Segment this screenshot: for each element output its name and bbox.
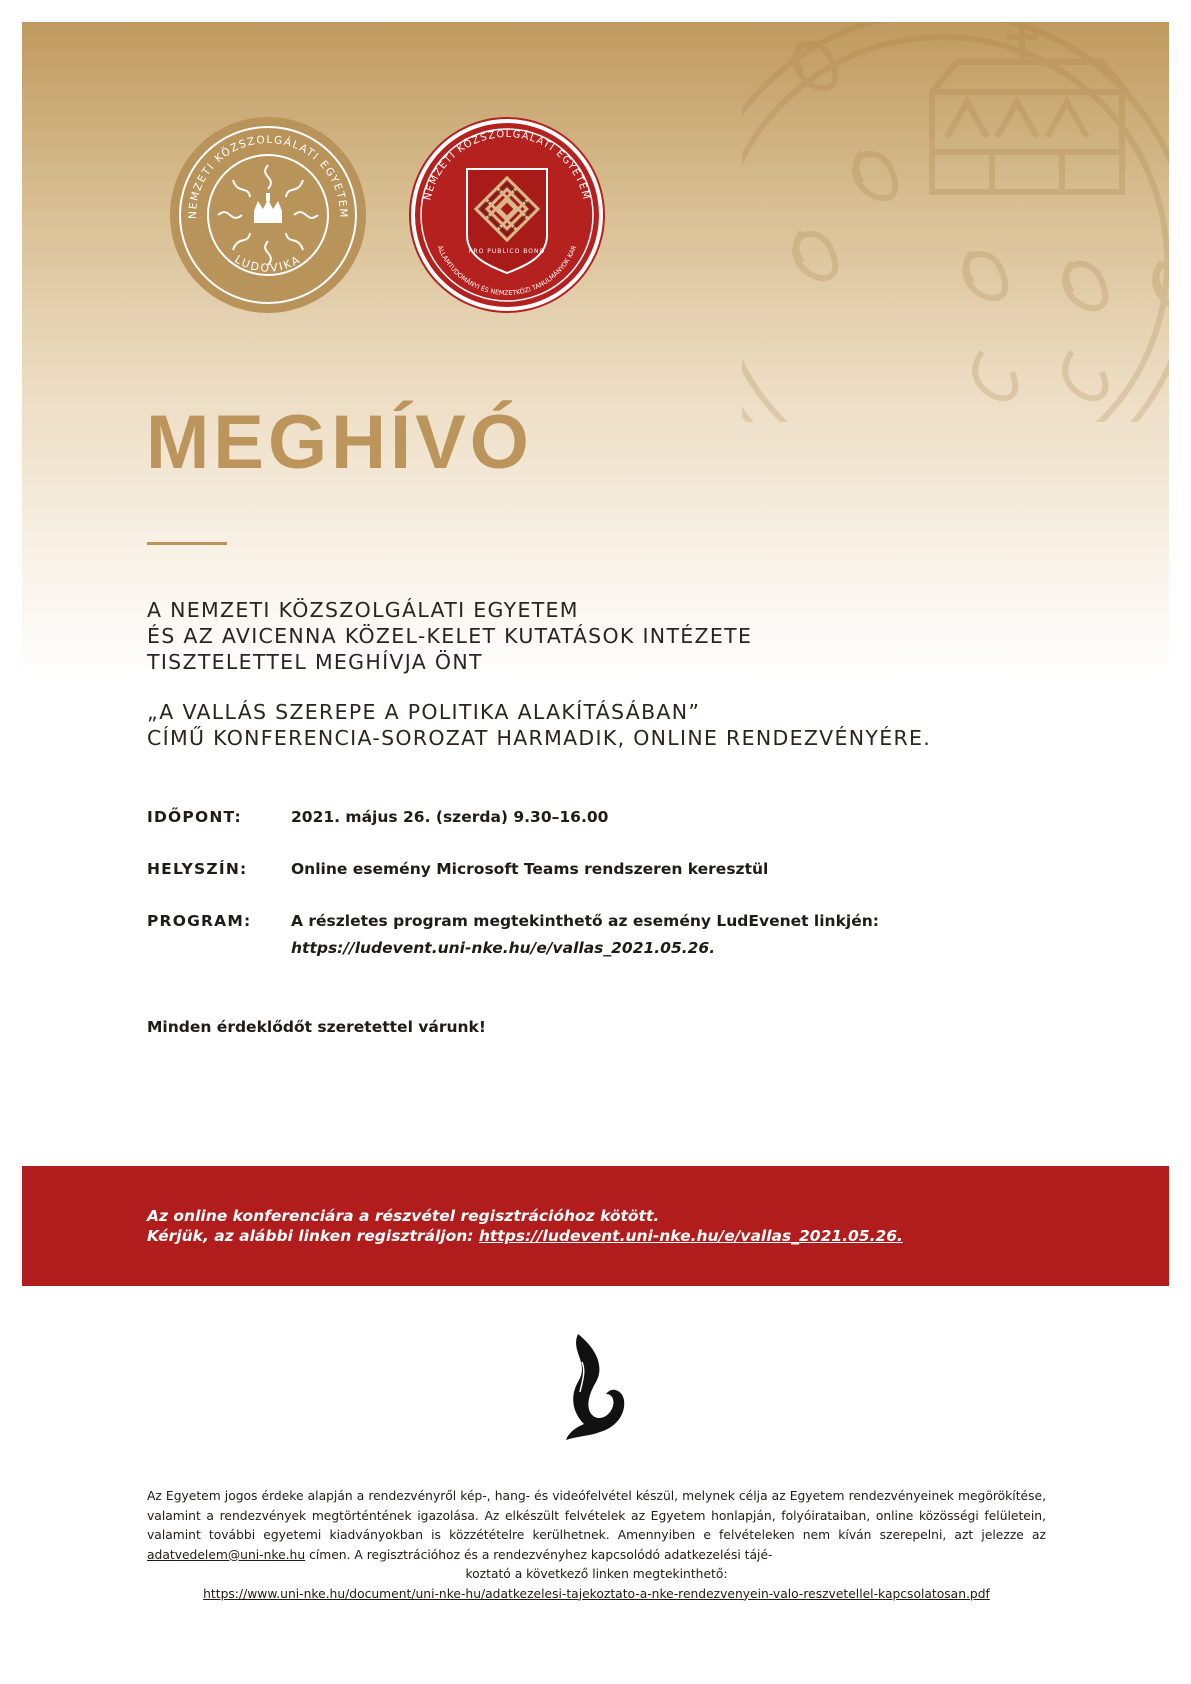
program-label: PROGRAM:: [147, 912, 252, 930]
registration-banner: [22, 1166, 1169, 1286]
ludovika-emblem-icon: [560, 1332, 630, 1442]
intro-line-4: „A VALLÁS SZEREPE A POLITIKA ALAKÍTÁSÁBAN”: [147, 700, 701, 724]
decorative-ornament: [742, 22, 1169, 422]
place-label: HELYSZÍN:: [147, 860, 248, 878]
registration-line-2: [147, 1226, 903, 1246]
invitation-intro: [147, 597, 1047, 751]
seal-red-motto: PRO PUBLICO BONO: [468, 248, 546, 255]
intro-line-2: ÉS AZ AVICENNA KÖZEL-KELET KUTATÁSOK INTÉZETE: [147, 624, 753, 648]
time-label: IDŐPONT:: [147, 808, 242, 826]
seal-red-icon: [409, 117, 605, 313]
registration-line-1: Az online konferenciára a részvétel regisztrációhoz kötött.: [147, 1207, 660, 1225]
privacy-email-link[interactable]: adatvedelem@uni-nke.hu: [147, 1547, 306, 1562]
page-title: MEGHÍVÓ: [146, 400, 533, 485]
program-value: A részletes program megtekinthető az esemény LudEvenet linkjén:: [291, 912, 879, 930]
seal-red-bottom-text: ÁLLAMTUDOMÁNYI ÉS NEMZETKÖZI TANULMÁNYOK KAR: [435, 244, 579, 298]
intro-line-3: TISZTELETTEL MEGHÍVJA ÖNT: [147, 650, 483, 674]
program-link[interactable]: https://ludevent.uni-nke.hu/e/vallas_2021.05.26.: [291, 939, 716, 957]
registration-text: [147, 1206, 903, 1246]
seal-gold-bottom-text: LUDOVIKA: [232, 252, 304, 275]
seal-red-ring-text: NEMZETI KÖZSZOLGÁLATI EGYETEM: [422, 128, 592, 202]
intro-line-5: CÍMŰ KONFERENCIA-SOROZAT HARMADIK, ONLINE RENDEZVÉNYÉRE.: [147, 726, 932, 750]
registration-link[interactable]: https://ludevent.uni-nke.hu/e/vallas_2021.05.26.: [478, 1227, 903, 1245]
privacy-text-1: Az Egyetem jogos érdeke alapján a rendezvényről kép-, hang- és videófelvétel készül, melynek célja az Egyetem rendezvényeinek megörökítése, valamint a rendezvények megtörténtének igazolása. Az elkészült felvételek az Egyetem honlapján, folyóirataiban, online közösségi felületein, valamint további egyetemi kiadványokban is közzétételre kerülhetnek. Amennyiben e felvételeken nem kíván szerepelni, azt jelezze az: [147, 1489, 1046, 1542]
privacy-text-2: címen. A regisztrációhoz és a rendezvényhez kapcsolódó adatkezelési tájé-: [305, 1547, 773, 1562]
registration-prefix: Kérjük, az alábbi linken regisztráljon:: [147, 1227, 479, 1245]
privacy-link-row: [147, 1585, 1046, 1605]
privacy-notice: [147, 1487, 1046, 1604]
privacy-policy-link[interactable]: https://www.uni-nke.hu/document/uni-nke-hu/adatkezelesi-tajekoztato-a-nke-rendezvenyein-valo-reszvetellel-kapcsolatosan.pdf: [203, 1586, 990, 1601]
privacy-text-3: koztató a következő linken megtekinthető:: [465, 1567, 728, 1581]
header-panel: [22, 22, 1169, 682]
seal-gold-ring-text: NEMZETI KÖZSZOLGÁLATI EGYETEM: [186, 133, 350, 220]
place-value: Online esemény Microsoft Teams rendszeren keresztül: [291, 860, 769, 878]
intro-line-1: A NEMZETI KÖZSZOLGÁLATI EGYETEM: [147, 598, 579, 622]
closing-line: Minden érdeklődőt szeretettel várunk!: [147, 1018, 486, 1036]
title-divider: [147, 542, 227, 545]
seal-gold-icon: [170, 117, 366, 313]
faculty-seal-red: [409, 117, 605, 313]
time-value: 2021. május 26. (szerda) 9.30–16.00: [291, 808, 609, 826]
university-seal-gold: [170, 117, 366, 313]
